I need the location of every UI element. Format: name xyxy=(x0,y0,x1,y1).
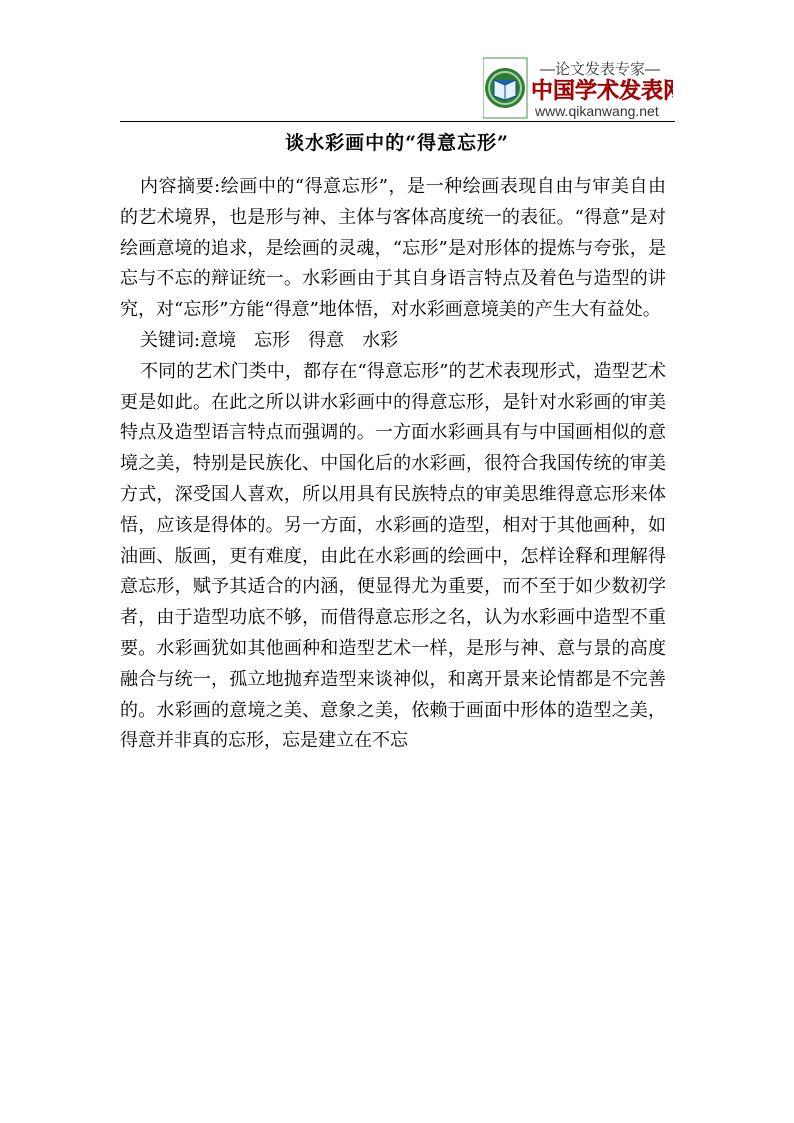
abstract-paragraph: 内容摘要:绘画中的“得意忘形”，是一种绘画表现自由与审美自由的艺术境界，也是形与神、主体与客体高度统一的表征。“得意”是对绘画意境的追求，是绘画的灵魂，“忘形”是对形体的提炼与夸张，是忘与不忘的辩证统一。水彩画由于其自身语言特点及着色与造型的讲究，对“忘形”方能“得意”地体悟，对水彩画意境美的产生大有益处。 xyxy=(120,176,666,321)
logo-name: 中国学术发表网 xyxy=(531,79,673,104)
site-logo-graphic xyxy=(483,56,673,120)
site-logo xyxy=(483,56,673,120)
logo-url: www.qikanwang.net xyxy=(535,103,659,119)
document-title: 谈水彩画中的“得意忘形” xyxy=(285,132,509,154)
document-body xyxy=(120,172,666,757)
logo-tagline: —论文发表专家— xyxy=(539,61,661,78)
header-divider xyxy=(120,121,675,122)
body-paragraph: 不同的艺术门类中，都存在“得意忘形”的艺术表现形式，造型艺术更是如此。在此之所以讲水彩画中的得意忘形，是针对水彩画的审美特点及造型语言特点而强调的。一方面水彩画具有与中国画相似的意境之美，特别是民族化、中国化后的水彩画，很符合我国传统的审美方式，深受国人喜欢，所以用具有民族特点的审美思维得意忘形来体悟，应该是得体的。另一方面，水彩画的造型，相对于其他画种，如油画、版画，更有难度，由此在水彩画的绘画中，怎样诠释和理解得意忘形，赋予其适合的内涵，便显得尤为重要，而不至于如少数初学者，由于造型功底不够，而借得意忘形之名，认为水彩画中造型不重要。水彩画犹如其他画种和造型艺术一样，是形与神、意与景的高度融合与统一，孤立地抛弃造型来谈神似，和离开景来论情都是不完善的。水彩画的意境之美、意象之美，依赖于画面中形体的造型之美，得意并非真的忘形，忘是建立在不忘 xyxy=(120,360,666,752)
keywords-line: 关键词:意境 忘形 得意 水彩 xyxy=(140,329,399,351)
